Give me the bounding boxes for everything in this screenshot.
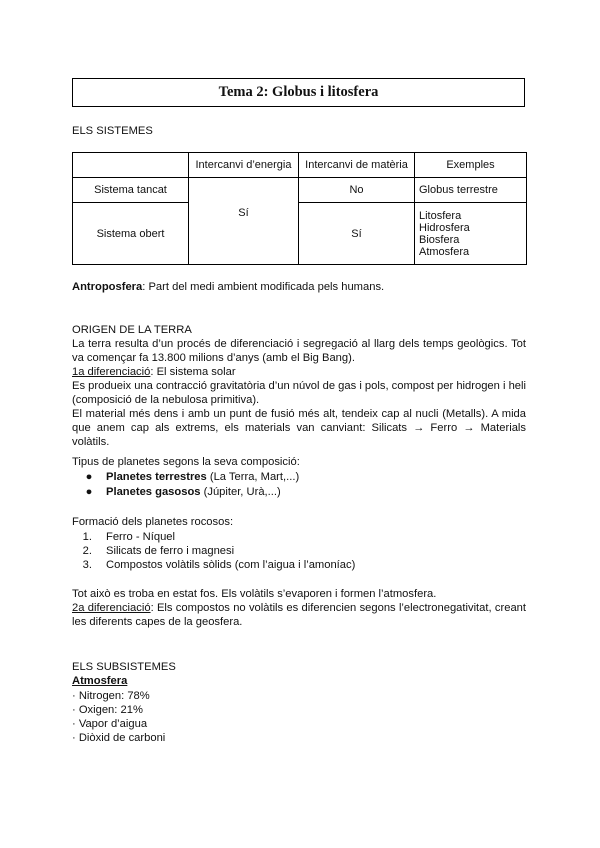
page-title: Tema 2: Globus i litosfera [218,84,379,100]
cell-materia-tancat: No [299,178,415,203]
tipus-intro: Tipus de planetes segons la seva composició: [72,456,300,468]
dif1-text: : El sistema solar [150,366,236,378]
cell-exemples-obert [415,203,527,265]
table-header-cell: Intercanvi de matèria [299,153,415,178]
antroposfera-term: Antroposfera [72,281,143,293]
energia-value: Sí [238,207,249,219]
list-item: · Diòxid de carboni [72,732,166,744]
dif2-text: : Els compostos no volàtils es diferencien segons l’electronegativitat, creant les diferents capes de la geosfera. [72,602,526,628]
paragraph-material-dens: El material més dens i amb un punt de fusió més alt, tendeix cap al nucli (Metalls). A mida que anem cap als extrems, els materials van canviant: Silicats → Ferro → Materials volàtils. [72,408,526,448]
list-item [72,544,234,558]
antroposfera-definition [72,280,384,294]
exemple-item: Litosfera [419,209,462,222]
dif2-label: 2a diferenciació [72,602,151,614]
title-box [72,78,525,107]
list-item [72,558,355,572]
section-heading-subsistemes: ELS SUBSISTEMES [72,661,176,673]
paragraph-estat-fos: Tot això es troba en estat fos. Els volàtils s’evaporen i formen l’atmosfera. [72,588,437,600]
cell-exemple-tancat: Globus terrestre [415,178,527,203]
list-number: 1. [82,531,92,543]
paragraph-origen-intro: La terra resulta d’un procés de diferenciació i segregació al llarg dels temps geològics. Tot va començar fa 13.800 milions d’anys (amb el Big Bang). [72,338,526,364]
formacio-intro: Formació dels planetes rocosos: [72,516,234,528]
antroposfera-text: : Part del medi ambient modificada pels humans. [142,281,385,293]
planet-type-bold: Planetes terrestres [106,471,207,483]
list-item: · Vapor d’aigua [72,718,148,730]
table-header-row [73,153,527,178]
dif1-label: 1a diferenciació [72,366,151,378]
list-item [72,470,299,484]
systems-table [72,152,527,265]
list-item: · Oxigen: 21% [72,704,143,716]
table-header-cell: Intercanvi d’energia [189,153,299,178]
section-heading-sistemes: ELS SISTEMES [72,125,153,137]
list-text: Ferro - Níquel [106,531,176,543]
exemple-item: Biosfera [419,233,460,246]
diferenciacio-2 [72,601,526,629]
planet-type-examples: (Júpiter, Urà,...) [200,486,281,498]
table-row [73,178,527,203]
list-item [72,485,281,499]
row-label-obert: Sistema obert [73,203,189,265]
table-header-cell: Exemples [415,153,527,178]
list-item: · Nitrogen: 78% [72,690,150,702]
paragraph-contraccio: Es produeix una contracció gravitatòria d’un núvol de gas i pols, compost per hidrogen i heli (composició de la nebulosa primitiva). [72,380,526,406]
table-row [73,203,527,265]
cell-energia-shared [189,178,299,265]
atmosfera-heading: Atmosfera [72,675,128,687]
bullet-icon: ● [85,486,93,498]
list-item [72,530,175,544]
section-heading-origen: ORIGEN DE LA TERRA [72,324,192,336]
table-header-cell [73,153,189,178]
exemple-item: Atmosfera [419,245,470,258]
cell-materia-obert: Sí [299,203,415,265]
list-number: 3. [82,559,92,571]
exemple-item: Hidrosfera [419,221,470,234]
row-label-tancat: Sistema tancat [73,178,189,203]
planet-type-bold: Planetes gasosos [106,486,201,498]
bullet-icon: ● [85,471,93,483]
planet-type-examples: (La Terra, Mart,...) [206,471,300,483]
list-text: Silicats de ferro i magnesi [106,545,235,557]
diferenciacio-1 [72,365,236,379]
list-number: 2. [82,545,92,557]
list-text: Compostos volàtils sòlids (com l’aigua i l’amoníac) [106,559,356,571]
